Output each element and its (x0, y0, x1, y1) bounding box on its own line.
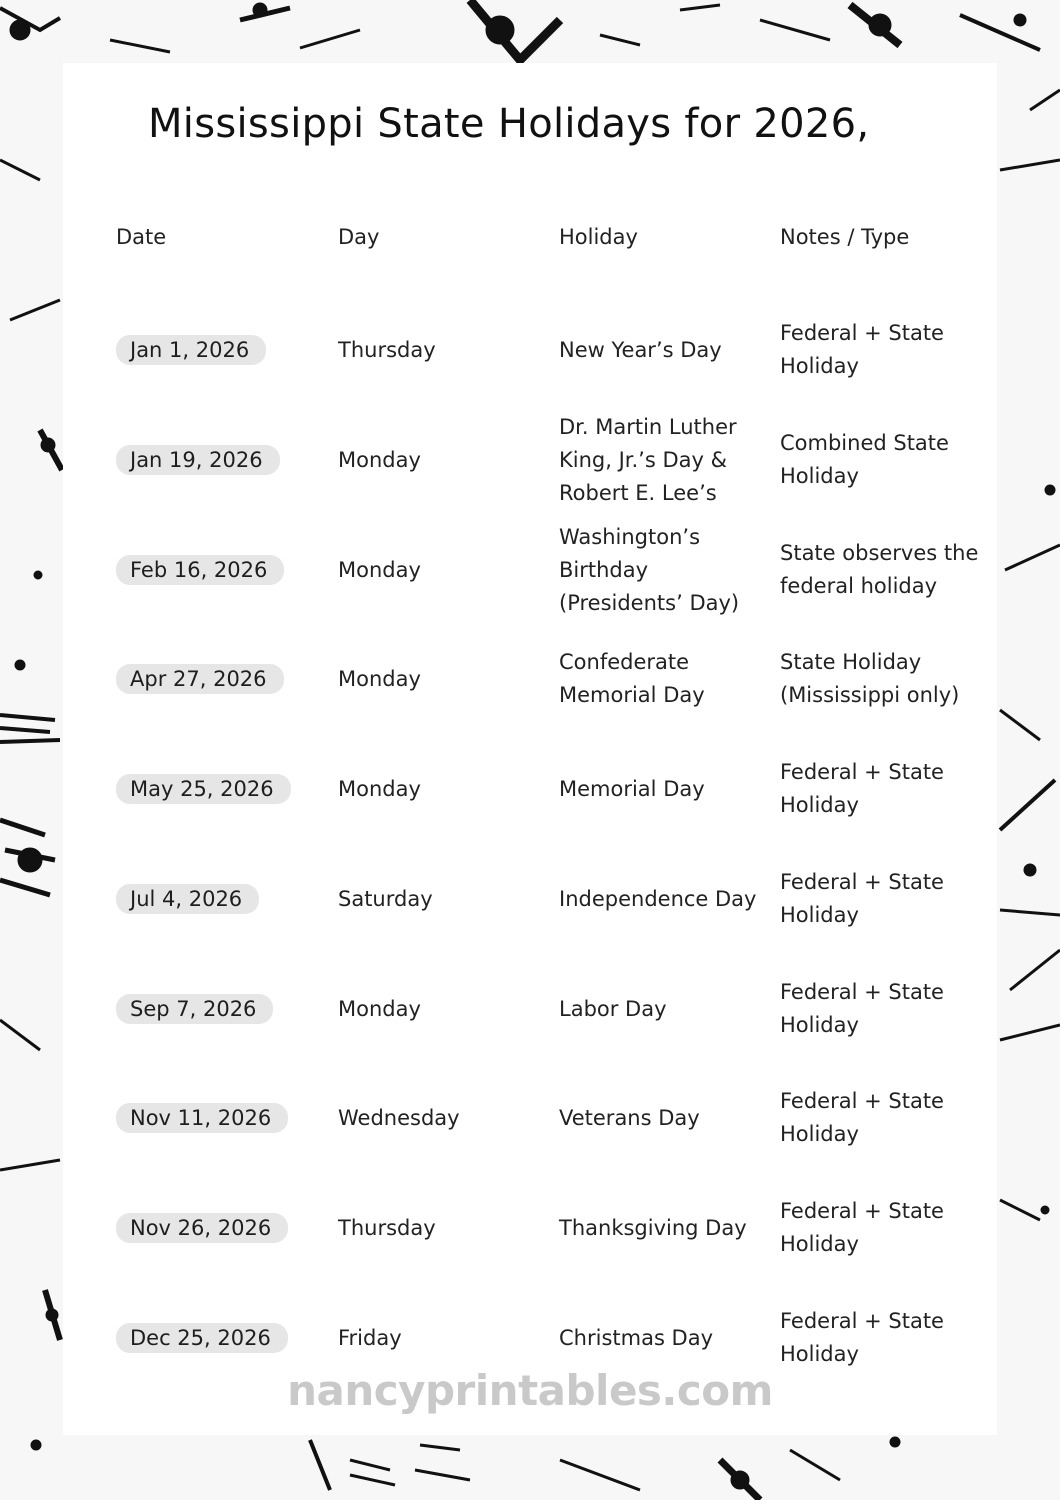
date-pill: Jan 19, 2026 (116, 445, 280, 475)
table-header (63, 225, 997, 255)
day-cell: Wednesday (338, 1105, 460, 1130)
holiday-cell: Thanksgiving Day (559, 1215, 747, 1240)
date-pill: May 25, 2026 (116, 774, 291, 804)
day-cell: Monday (338, 447, 421, 472)
notes-cell: State observes the federal holiday (780, 541, 979, 598)
table-row (63, 405, 997, 515)
date-pill: Nov 11, 2026 (116, 1103, 288, 1133)
day-cell: Monday (338, 666, 421, 691)
holiday-cell: Dr. Martin Luther King, Jr.’s Day & Robert E. Lee’s (559, 414, 737, 505)
table-row (63, 515, 997, 625)
holiday-cell: Labor Day (559, 996, 667, 1021)
table-row (63, 295, 997, 405)
table-row (63, 844, 997, 954)
date-pill: Apr 27, 2026 (116, 664, 284, 694)
day-cell: Saturday (338, 886, 433, 911)
notes-cell: Federal + State Holiday (780, 980, 944, 1037)
notes-cell: Federal + State Holiday (780, 1309, 944, 1366)
date-pill: Jul 4, 2026 (116, 884, 259, 914)
table-row (63, 954, 997, 1064)
header-date: Date (116, 225, 167, 249)
holiday-cell: New Year’s Day (559, 337, 722, 362)
holiday-cell: Veterans Day (559, 1105, 700, 1130)
date-pill: Feb 16, 2026 (116, 555, 284, 585)
holiday-cell: Confederate Memorial Day (559, 650, 705, 707)
table-row (63, 1173, 997, 1283)
day-cell: Thursday (338, 337, 436, 362)
notes-cell: Federal + State Holiday (780, 1089, 944, 1146)
day-cell: Monday (338, 557, 421, 582)
day-cell: Monday (338, 776, 421, 801)
holiday-cell: Memorial Day (559, 776, 705, 801)
date-pill: Jan 1, 2026 (116, 335, 266, 365)
notes-cell: Federal + State Holiday (780, 1199, 944, 1256)
date-pill: Sep 7, 2026 (116, 994, 273, 1024)
page-title: Mississippi State Holidays for 2026, (148, 101, 870, 147)
holiday-cell: Washington’s Birthday (Presidents’ Day) (559, 524, 740, 615)
holiday-sheet (63, 63, 997, 1435)
day-cell: Monday (338, 996, 421, 1021)
table-row (63, 1063, 997, 1173)
date-pill: Dec 25, 2026 (116, 1323, 288, 1353)
notes-cell: Federal + State Holiday (780, 870, 944, 927)
notes-cell: State Holiday (Mississippi only) (780, 650, 960, 707)
header-holiday: Holiday (559, 225, 638, 249)
table-row (63, 624, 997, 734)
day-cell: Thursday (338, 1215, 436, 1240)
header-notes: Notes / Type (780, 225, 910, 249)
holiday-cell: Independence Day (559, 886, 757, 911)
header-day: Day (338, 225, 380, 249)
notes-cell: Combined State Holiday (780, 431, 949, 488)
footer-watermark: nancyprintables.com (287, 1366, 773, 1415)
table-row (63, 734, 997, 844)
day-cell: Friday (338, 1325, 402, 1350)
notes-cell: Federal + State Holiday (780, 321, 944, 378)
date-pill: Nov 26, 2026 (116, 1213, 288, 1243)
notes-cell: Federal + State Holiday (780, 760, 944, 817)
holiday-cell: Christmas Day (559, 1325, 714, 1350)
